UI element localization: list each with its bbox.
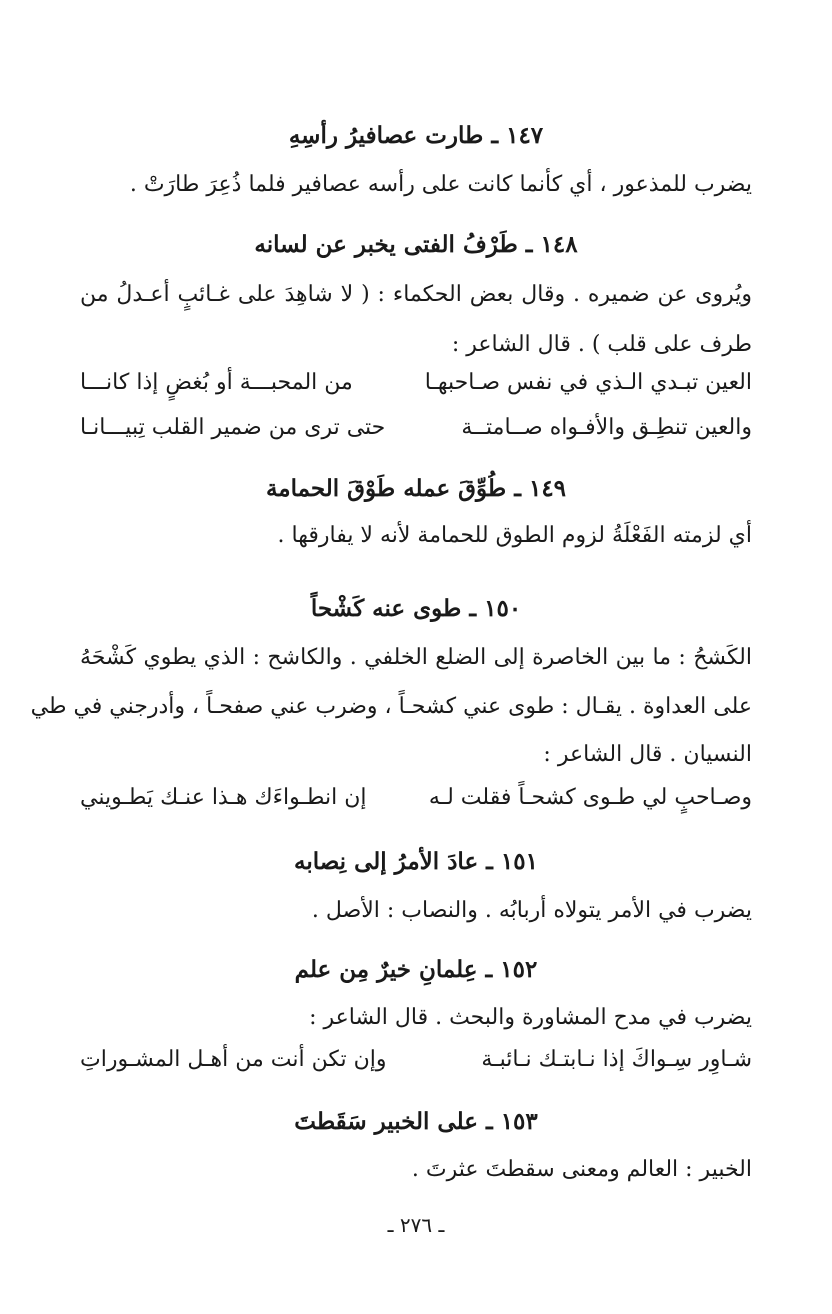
verse-150-1-second-half: إن انطـواءَك هـذا عنـك يَطـويني xyxy=(80,785,367,810)
verse-148-2-first-half: والعين تنطِـق والأفـواه صــامتــة xyxy=(461,415,752,440)
entry-text-153: الخبير : العالم ومعنى سقطتَ عثرتَ . xyxy=(411,1157,752,1182)
entry-text-149: أي لزمته الفَعْلَةُ لزوم الطوق للحمامة لأنه لا يفارقها . xyxy=(277,523,752,548)
entry-text-148-line2: طرف على قلب ) . قال الشاعر : xyxy=(451,332,752,357)
verse-148-1-second-half: من المحبـــة أو بُغضٍ إذا كانـــا xyxy=(80,370,353,395)
verse-148-2 xyxy=(80,413,752,443)
verse-148-1 xyxy=(80,368,752,398)
verse-148-1-first-half: العين تبـدي الـذي في نفس صـاحبهـا xyxy=(424,370,752,395)
entry-text-151: يضرب في الأمر يتولاه أربابُه . والنصاب : الأصل . xyxy=(311,898,752,923)
entry-heading-147: ١٤٧ ـ طارت عصافيرُ رأسِهِ xyxy=(288,122,544,149)
verse-152-1-first-half: شـاوِر سِـواكَ إذا نـابتـك نـائبـة xyxy=(481,1047,752,1072)
verse-152-1 xyxy=(80,1045,752,1075)
entry-text-148-line1: ويُروى عن ضميره . وقال بعض الحكماء : ( لا شاهِدَ على غـائبٍ أعـدلُ من xyxy=(80,282,752,307)
verse-150-1-first-half: وصـاحبٍ لي طـوى كشحـاً فقلت لـه xyxy=(428,785,752,810)
entry-text-150-line1: الكَشحُ : ما بين الخاصرة إلى الضلع الخلفي . والكاشح : الذي يطوي كَشْحَهُ xyxy=(80,645,752,670)
entry-heading-148: ١٤٨ ـ طَرْفُ الفتى يخبر عن لسانه xyxy=(254,231,578,258)
entry-heading-151: ١٥١ ـ عادَ الأمرُ إلى نِصابه xyxy=(294,848,538,875)
verse-150-1 xyxy=(80,783,752,813)
entry-text-147: يضرب للمذعور ، أي كأنما كانت على رأسه عصافير فلما ذُعِرَ طارَتْ . xyxy=(129,172,752,197)
page-number: ـ ٢٧٦ ـ xyxy=(387,1213,445,1237)
verse-148-2-second-half: حتى ترى من ضمير القلب تِبيـــانـا xyxy=(80,415,386,440)
entry-heading-152: ١٥٢ ـ عِلمانِ خيرٌ مِن علم xyxy=(294,956,538,983)
entry-text-152-line1: يضرب في مدح المشاورة والبحث . قال الشاعر : xyxy=(309,1005,752,1030)
entry-heading-153: ١٥٣ ـ على الخبير سَقَطتَ xyxy=(294,1108,538,1135)
verse-152-1-second-half: وإن تكن أنت من أهـل المشـوراتِ xyxy=(80,1047,387,1072)
entry-heading-150: ١٥٠ ـ طوى عنه كَشْحاً xyxy=(310,595,522,622)
entry-heading-149: ١٤٩ ـ طُوِّقَ عمله طَوْقَ الحمامة xyxy=(265,475,567,502)
entry-text-150-line3: النسيان . قال الشاعر : xyxy=(543,742,752,767)
entry-text-150-line2: على العداوة . يقـال : طوى عني كشحـاً ، وضرب عني صفحـاً ، وأدرجني في طي xyxy=(30,694,752,719)
